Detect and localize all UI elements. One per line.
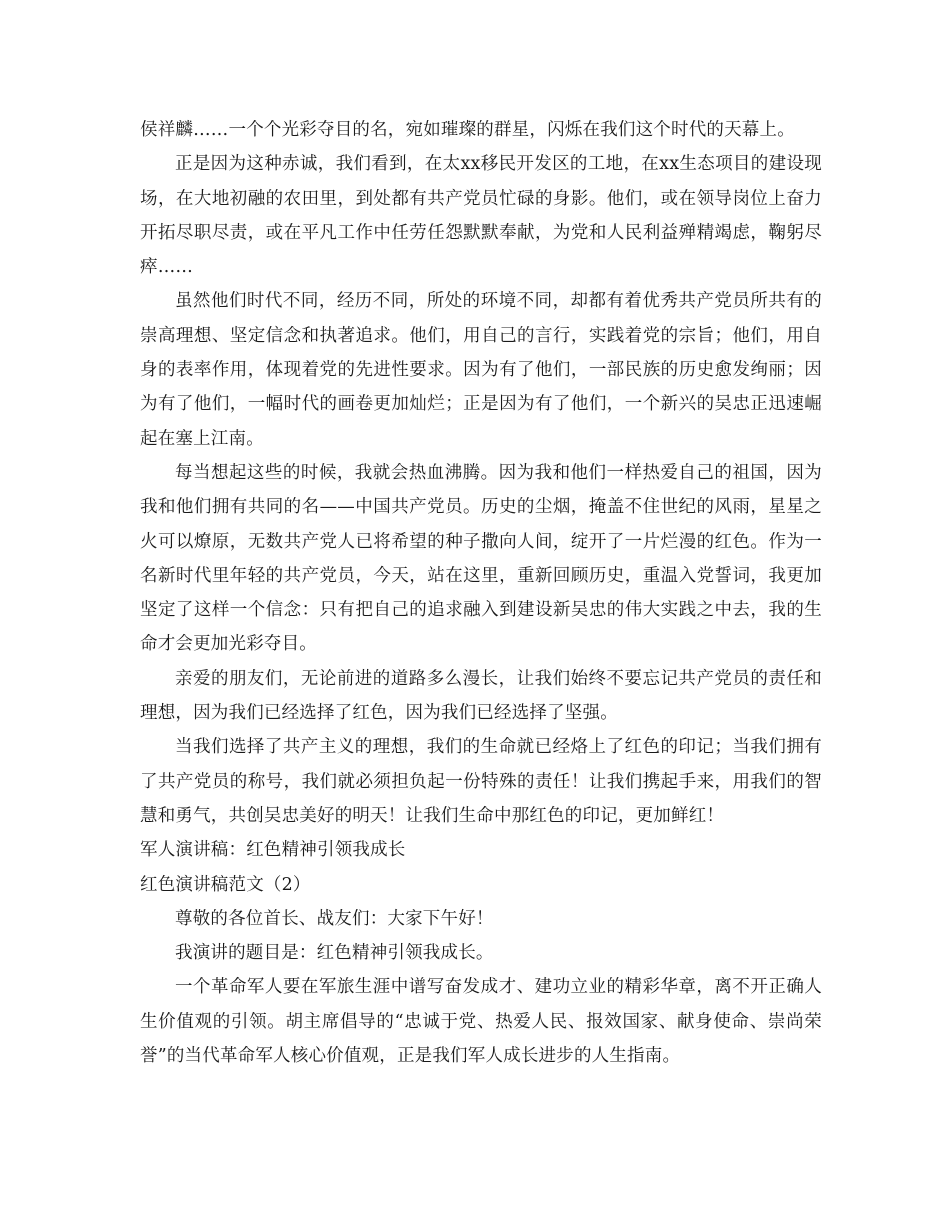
greeting-paragraph: 尊敬的各位首长、战友们：大家下午好！ xyxy=(175,908,494,929)
paragraph-4: 每当想起这些的时候，我就会热血沸腾。因为我和他们一样热爱自己的祖国，因为我和他们拥有共同的名——中国共产党员。历史的尘烟，掩盖不住世纪的风雨，星星之火可以燎原，无数共产党人已将希望的种子撒向人间，绽开了一片烂漫的红色。作为一名新时代里年轻的共产党员，今天，站在这里，重新回顾历史，重温入党誓词，我更加坚定了这样一个信念：只有把自己的追求融入到建设新吴忠的伟大实践之中去，我的生命才会更加光彩夺目。 xyxy=(140,462,822,655)
document-body xyxy=(140,113,822,1073)
speech-topic-paragraph: 我演讲的题目是：红色精神引领我成长。 xyxy=(175,943,494,964)
paragraph-1: 侯祥麟……一个个光彩夺目的名，宛如璀璨的群星，闪烁在我们这个时代的天幕上。 xyxy=(140,120,795,140)
section-heading-sample-2: 红色演讲稿范文（2） xyxy=(140,874,311,895)
paragraph-5: 亲爱的朋友们，无论前进的道路多么漫长，让我们始终不要忘记共产党员的责任和理想，因为我们已经选择了红色，因为我们已经选择了坚强。 xyxy=(140,668,822,724)
section-heading-military-speech: 军人演讲稿：红色精神引领我成长 xyxy=(140,840,406,861)
paragraph-11: 一个革命军人要在军旅生涯中谱写奋发成才、建功立业的精彩华章，离不开正确人生价值观的引领。胡主席倡导的“忠诚于党、热爱人民、报效国家、献身使命、崇尚荣誉”的当代革命军人核心价值观，正是我们军人成长进步的人生指南。 xyxy=(140,977,822,1067)
paragraph-3: 虽然他们时代不同，经历不同，所处的环境不同，却都有着优秀共产党员所共有的崇高理想、坚定信念和执著追求。他们，用自己的言行，实践着党的宗旨；他们，用自身的表率作用，体现着党的先进性要求。因为有了他们，一部民族的历史愈发绚丽；因为有了他们，一幅时代的画卷更加灿烂；正是因为有了他们，一个新兴的吴忠正迅速崛起在塞上江南。 xyxy=(140,291,822,449)
paragraph-2: 正是因为这种赤诚，我们看到，在太xx移民开发区的工地，在xx生态项目的建设现场，在大地初融的农田里，到处都有共产党员忙碌的身影。他们，或在领导岗位上奋力开拓尽职尽责，或在平凡工作中任劳任怨默默奉献，为党和人民利益殚精竭虑，鞠躬尽瘁…… xyxy=(140,154,822,278)
paragraph-6: 当我们选择了共产主义的理想，我们的生命就已经烙上了红色的印记；当我们拥有了共产党员的称号，我们就必须担负起一份特殊的责任！让我们携起手来，用我们的智慧和勇气，共创吴忠美好的明天！让我们生命中那红色的印记，更加鲜红！ xyxy=(140,737,822,826)
